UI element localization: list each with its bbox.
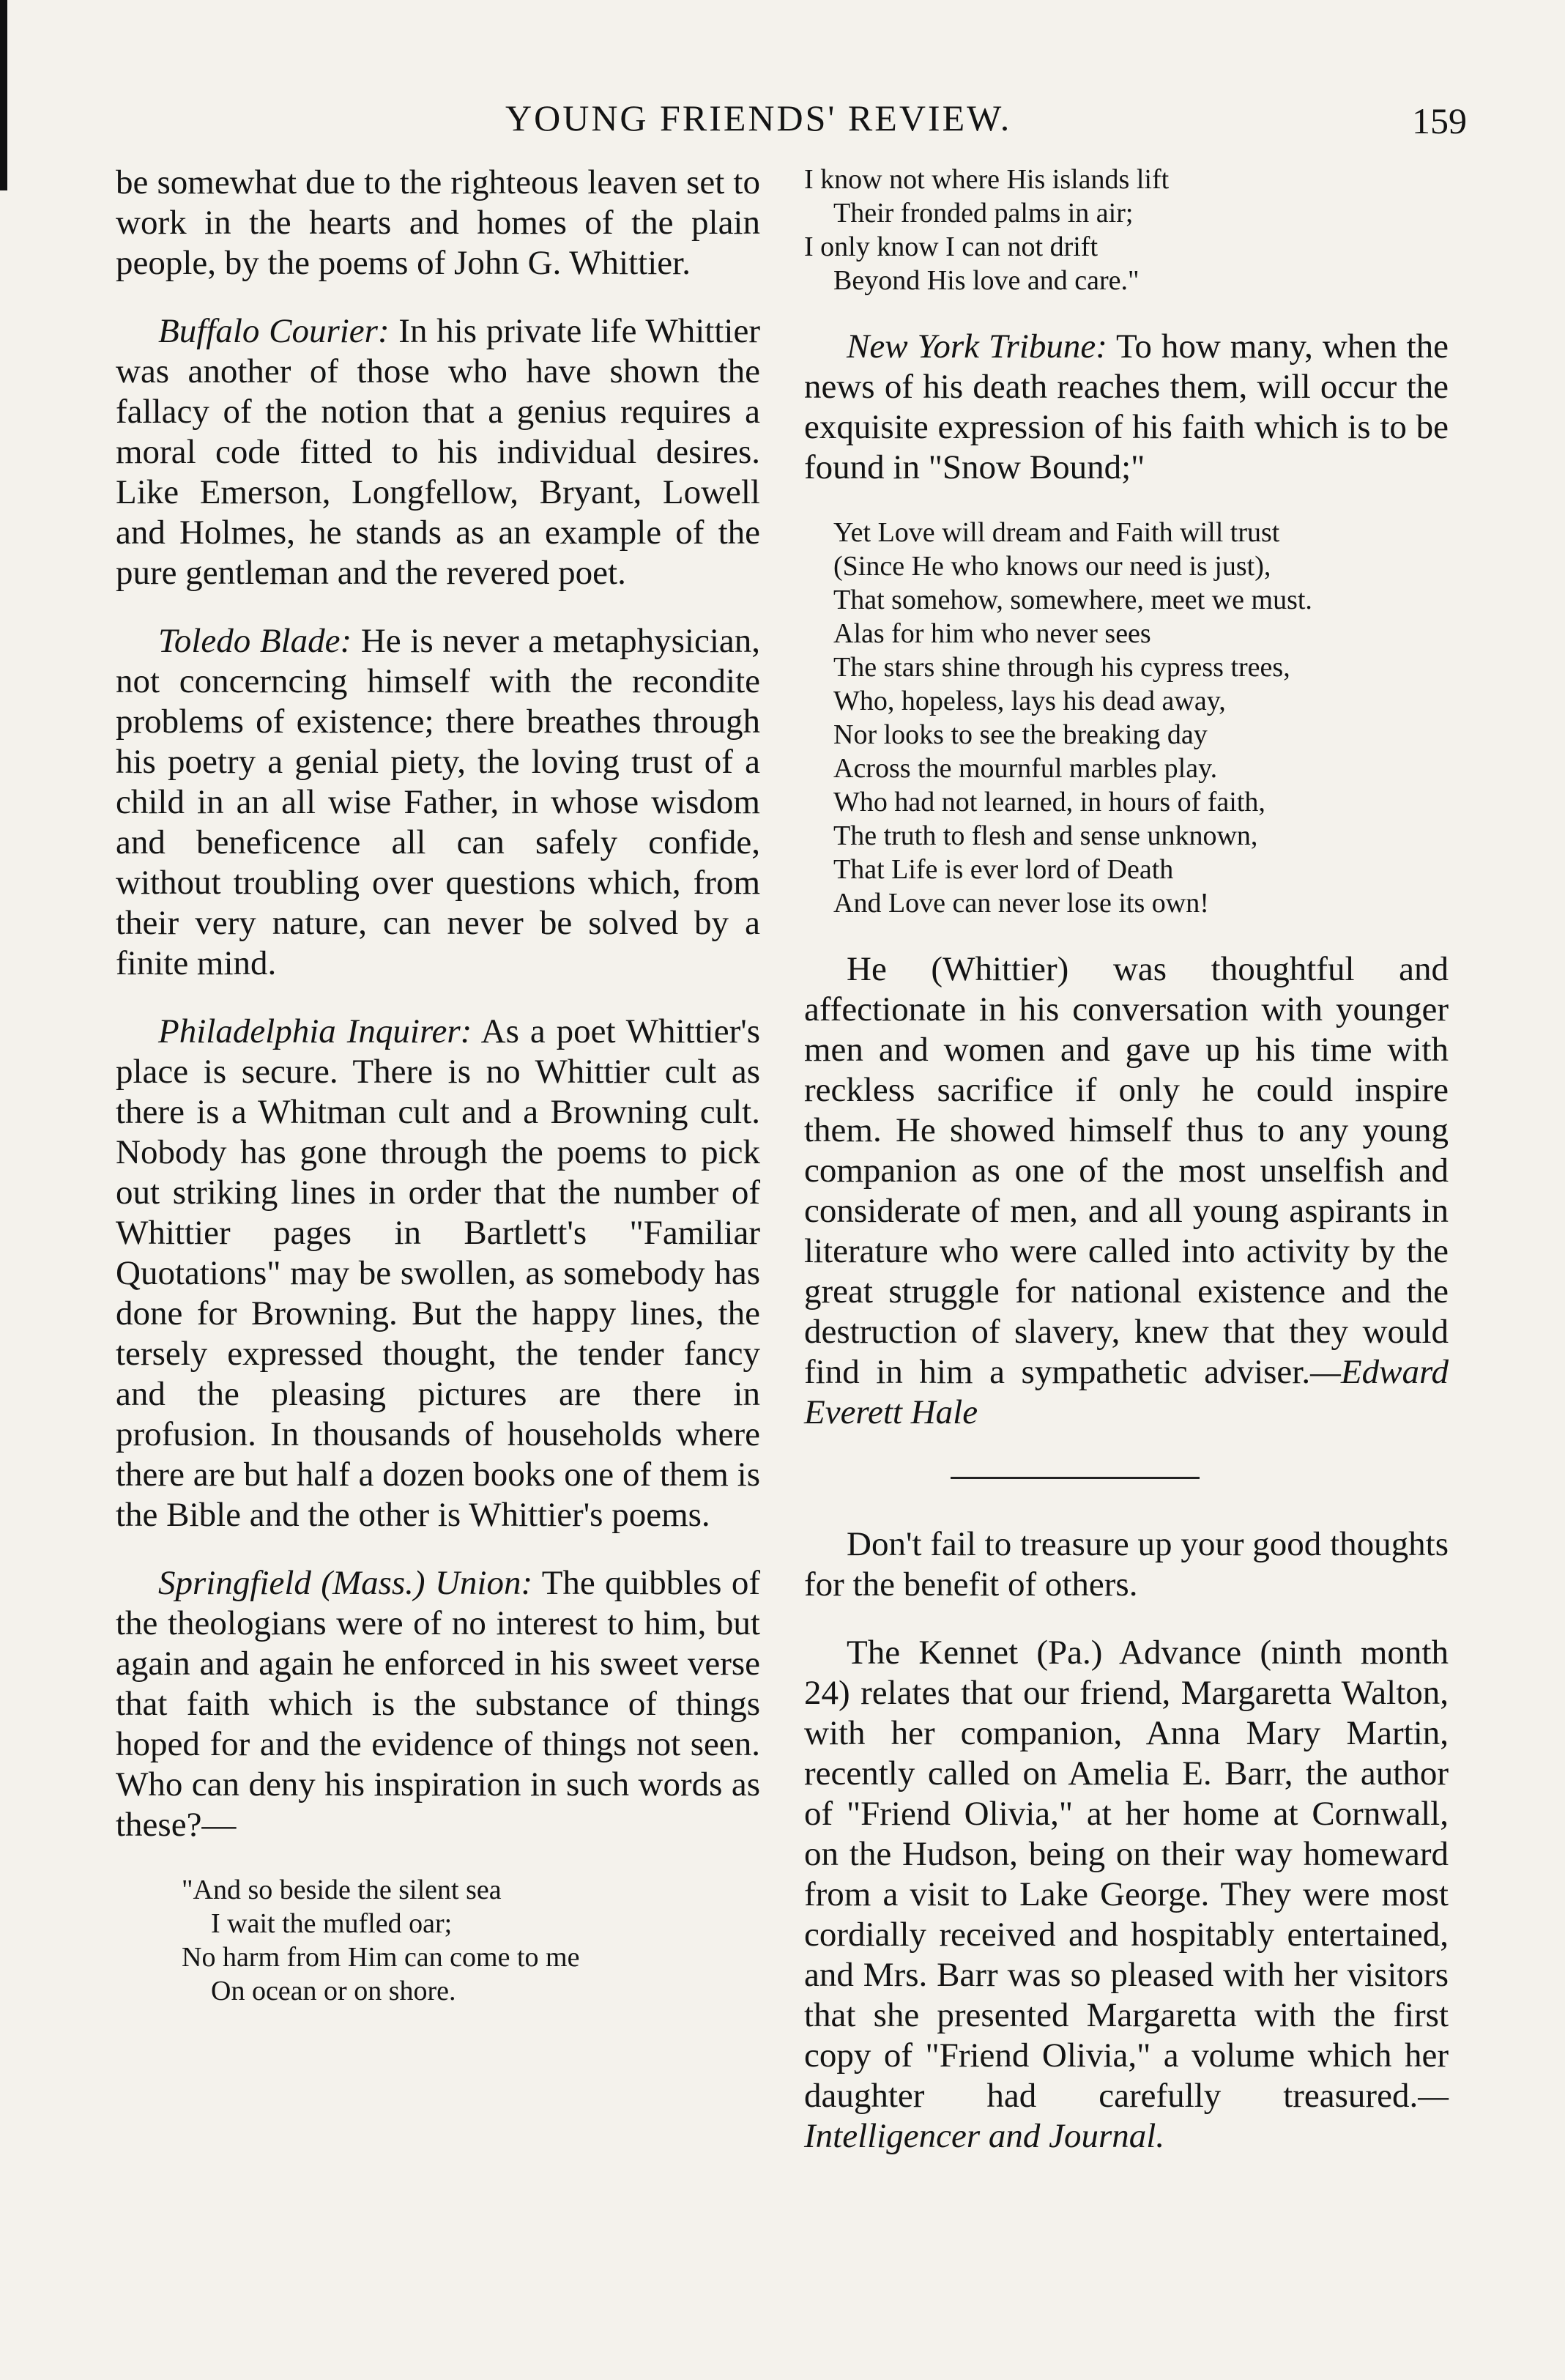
- verse-line: No harm from Him can come to me: [182, 1942, 580, 1973]
- verse-line: Nor looks to see the breaking day: [833, 719, 1208, 750]
- page-number: 159: [1412, 100, 1467, 141]
- paragraph-springfield-union: [116, 1563, 760, 1845]
- verse-silent-sea: [182, 1873, 760, 2008]
- text-buffalo-courier: In his private life Whittier was another of those who have shown the fallacy of the notion that a genius requires a moral code fitted to his individual desires. Like Emerson, Longfellow, Bryant, Lowell and Holmes, he stands as an example of the pure gentleman and the revered poet.: [116, 312, 760, 592]
- left-column: [116, 163, 760, 2037]
- text-kennet-advance: The Kennet (Pa.) Advance (ninth month 24) relates that our friend, Margaretta Walton, with her companion, Anna Mary Martin, recently called on Amelia E. Barr, the author of "Friend Olivia," at her home at Cornwall, on the Hudson, being on their way homeward from a visit to Lake George. They were most cordially received and hospitably entertained, and Mrs. Barr was so pleased with her visitors that she presented Margaretta with the first copy of "Friend Olivia," a volume which her daughter had carefully treasured.: [804, 1634, 1449, 2115]
- running-head: YOUNG FRIENDS' REVIEW.: [505, 97, 1012, 138]
- paragraph-philadelphia-inquirer: [116, 1012, 760, 1535]
- verse-line: I know not where His islands lift: [804, 164, 1170, 195]
- section-divider: [951, 1477, 1200, 1479]
- verse-line: On ocean or on shore.: [211, 1976, 456, 2006]
- verse-line: "And so beside the silent sea: [182, 1875, 502, 1905]
- verse-line: Beyond His love and care.": [833, 265, 1140, 296]
- paragraph-whittier-poems: be somewhat due to the righteous leaven set to work in the hearts and homes of the plain people, by the poems of John G. Whittier.: [116, 163, 760, 282]
- verse-line: Across the mournful marbles play.: [833, 753, 1218, 784]
- verse-line: I wait the mufled oar;: [211, 1908, 453, 1939]
- verse-line: The truth to flesh and sense unknown,: [833, 820, 1258, 851]
- verse-line: That somehow, somewhere, meet we must.: [833, 585, 1312, 615]
- verse-line: Their fronded palms in air;: [833, 198, 1134, 229]
- verse-line: That Life is ever lord of Death: [833, 854, 1174, 885]
- text-whittier-thoughtful: He (Whittier) was thoughtful and affectionate in his conversation with younger men and women and gave up his time with reckless sacrifice if only he could inspire them. He showed himself thus to any young companion as one of the most unselfish and considerate of men, and all young aspirants in literature who were called into activity by the great struggle for national existence and the destruction of slavery, knew that they would find in him a sympathetic adviser.: [804, 950, 1449, 1391]
- right-column: [804, 163, 1449, 2184]
- text-philadelphia-inquirer: As a poet Whittier's place is secure. There is no Whittier cult as there is a Whitman cult and a Browning cult. Nobody has gone through the poems to pick out striking lines in order that the number of Whittier pages in Bartlett's "Familiar Quotations" may be swollen, as somebody has done for Browning. But the happy lines, the tersely expressed thought, the tender fancy and the pleasing pictures are there in profusion. In thousands of households where there are but half a dozen books one of them is the Bible and the other is Whittier's poems.: [116, 1012, 760, 1534]
- paragraph-kennet-advance: [804, 1633, 1449, 2157]
- verse-line: Alas for him who never sees: [833, 618, 1151, 649]
- verse-line: (Since He who knows our need is just),: [833, 551, 1271, 582]
- verse-line: Yet Love will dream and Faith will trust: [833, 517, 1280, 548]
- text-new-york-tribune: To how many, when the news of his death reaches them, will occur the exquisite expression of his faith which is to be found in "Snow Bound;": [804, 327, 1449, 486]
- verse-line: And Love can never lose its own!: [833, 888, 1209, 919]
- verse-snow-bound: [833, 516, 1449, 920]
- text-springfield-union: The quibbles of the theologians were of no interest to him, but again and again he enforced in his sweet verse that faith which is the substance of things hoped for and the evidence of things not seen. Who can deny his inspiration in such words as these?—: [116, 1564, 760, 1844]
- page-header: [0, 97, 1565, 163]
- paragraph-edward-everett-hale: [804, 949, 1449, 1433]
- paragraph-new-york-tribune: [804, 327, 1449, 488]
- verse-line: I only know I can not drift: [804, 231, 1099, 262]
- source-buffalo-courier: Buffalo Courier:: [158, 312, 390, 350]
- attribution-hale: —Edward Everett Hale: [804, 1353, 1449, 1431]
- source-springfield-union: Springfield (Mass.) Union:: [158, 1564, 533, 1602]
- paragraph-toledo-blade: [116, 621, 760, 984]
- verse-line: The stars shine through his cypress trees,: [833, 652, 1290, 683]
- verse-line: Who, hopeless, lays his dead away,: [833, 686, 1226, 716]
- attribution-intelligencer: —Intelligencer and Journal.: [804, 2077, 1449, 2155]
- verse-line: Who had not learned, in hours of faith,: [833, 787, 1265, 818]
- paragraph-treasure-thoughts: Don't fail to treasure up your good thoughts for the benefit of others.: [804, 1525, 1449, 1604]
- text-toledo-blade: He is never a metaphysician, not concerncing himself with the recondite problems of existence; there breathes through his poetry a genial piety, the loving trust of a child in an all wise Father, in whose wisdom and beneficence all can safely confide, without troubling over questions which, from their very nature, can never be solved by a finite mind.: [116, 622, 760, 982]
- source-toledo-blade: Toledo Blade:: [158, 622, 352, 660]
- source-new-york-tribune: New York Tribune:: [847, 327, 1107, 366]
- paragraph-buffalo-courier: [116, 311, 760, 593]
- verse-islands: [804, 163, 1449, 297]
- source-philadelphia-inquirer: Philadelphia Inquirer:: [158, 1012, 472, 1050]
